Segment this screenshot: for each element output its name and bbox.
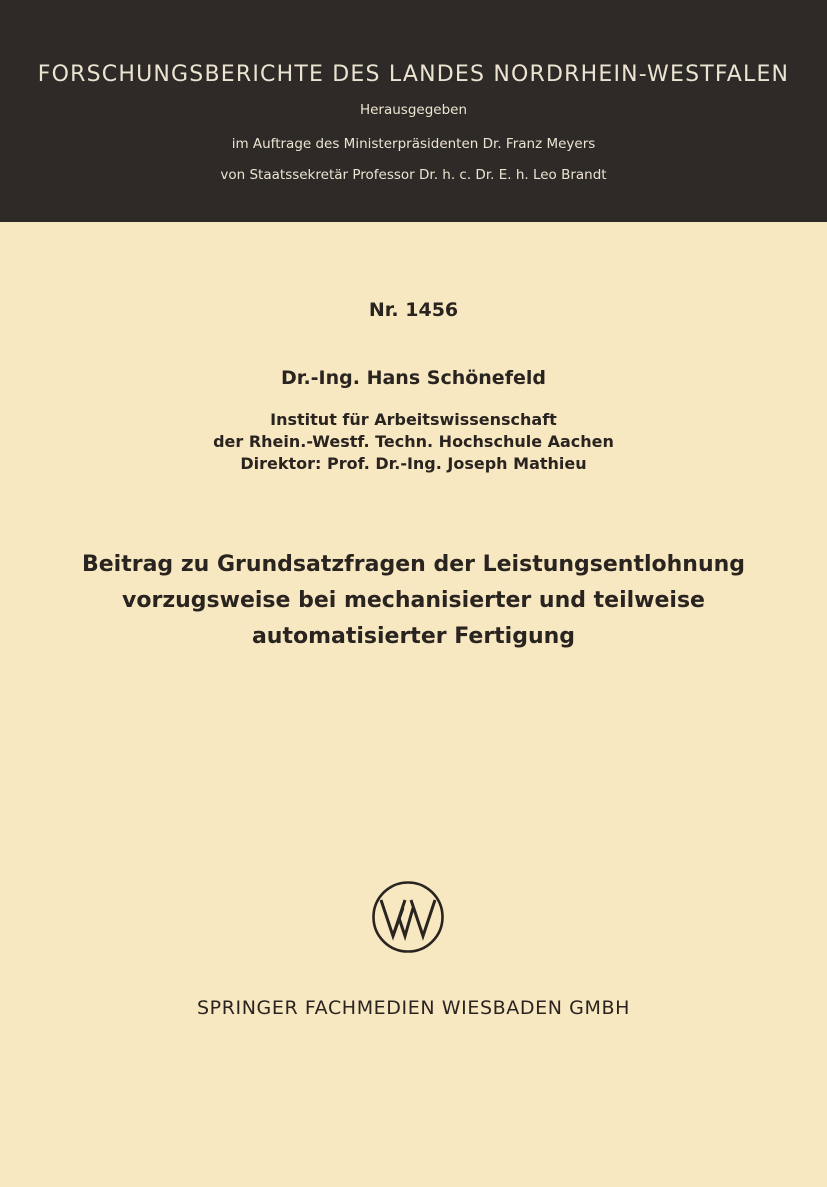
publisher-name: SPRINGER FACHMEDIEN WIESBADEN GMBH — [196, 997, 630, 1019]
header-band — [0, 0, 827, 222]
affiliation-institute: Institut für Arbeitswissenschaft — [270, 410, 557, 429]
springer-vw-logo-icon — [371, 880, 445, 954]
affiliation-director: Direktor: Prof. Dr.-Ing. Joseph Mathieu — [240, 454, 587, 473]
editor-line-editor: von Staatssekretär Professor Dr. h. c. Dr. E. h. Leo Brandt — [220, 167, 607, 183]
series-title: FORSCHUNGSBERICHTE DES LANDES NORDRHEIN-WESTFALEN — [37, 62, 790, 87]
author-name: Dr.-Ing. Hans Schönefeld — [281, 367, 546, 389]
book-title-line: automatisierter Fertigung — [251, 624, 576, 649]
affiliation — [0, 409, 827, 475]
book-title — [0, 547, 827, 655]
affiliation-university: der Rhein.-Westf. Techn. Hochschule Aachen — [213, 432, 614, 451]
editor-line-herausgegeben: Herausgegeben — [359, 102, 468, 118]
book-title-line: Beitrag zu Grundsatzfragen der Leistungsentlohnung — [81, 552, 746, 577]
book-title-line: vorzugsweise bei mechanisierter und teilweise — [122, 588, 705, 613]
report-number: Nr. 1456 — [368, 299, 459, 321]
editor-line-commission: im Auftrage des Ministerpräsidenten Dr. Franz Meyers — [231, 136, 596, 152]
